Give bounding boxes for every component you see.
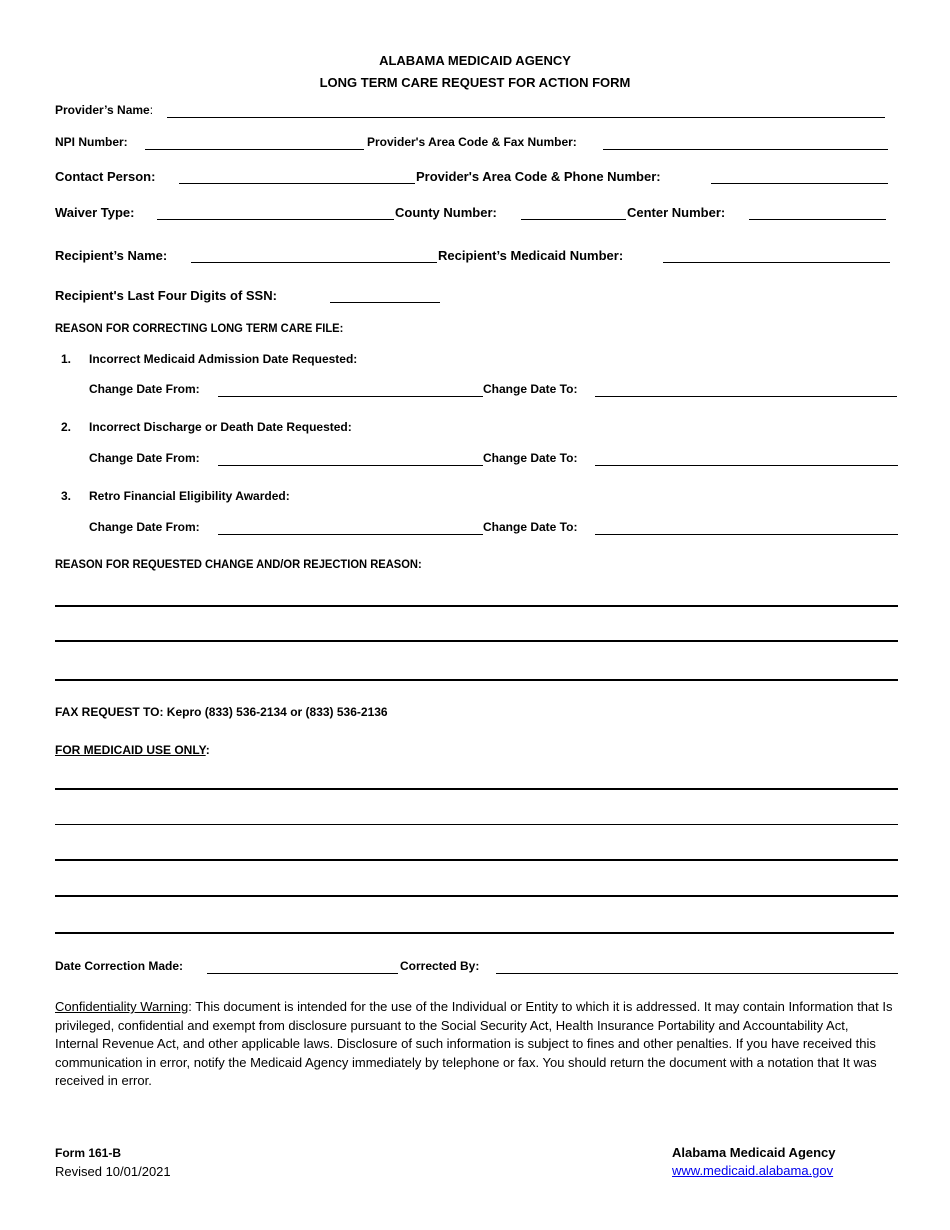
date-correction-made-input[interactable] [207, 959, 398, 974]
recipient-ssn-input[interactable] [330, 288, 440, 303]
item-2-from-input[interactable] [218, 451, 483, 466]
rejection-heading: REASON FOR REQUESTED CHANGE AND/OR REJECTION REASON: [55, 557, 422, 571]
item-1-to-label: Change Date To: [483, 382, 578, 396]
item-3-from-label: Change Date From: [89, 520, 200, 534]
medicaid-use-line-5[interactable] [55, 932, 894, 934]
item-2-to-input[interactable] [595, 451, 898, 466]
provider-phone-input[interactable] [711, 169, 888, 184]
rejection-line-3[interactable] [55, 679, 898, 681]
county-number-label: County Number: [395, 205, 497, 220]
item-3-label: Retro Financial Eligibility Awarded: [89, 489, 290, 503]
center-number-input[interactable] [749, 205, 886, 220]
item-1-from-label: Change Date From: [89, 382, 200, 396]
item-1-label: Incorrect Medicaid Admission Date Requested: [89, 352, 358, 366]
item-3-to-input[interactable] [595, 520, 898, 535]
medicaid-use-line-1[interactable] [55, 788, 898, 790]
recipient-ssn-label: Recipient's Last Four Digits of SSN: [55, 288, 277, 303]
contact-person-input[interactable] [179, 169, 415, 184]
waiver-type-label: Waiver Type: [55, 205, 135, 220]
county-number-input[interactable] [521, 205, 626, 220]
recipient-name-label: Recipient’s Name: [55, 248, 168, 263]
item-2-from-label: Change Date From: [89, 451, 200, 465]
correction-section-heading: REASON FOR CORRECTING LONG TERM CARE FILE: [55, 321, 344, 335]
recipient-name-input[interactable] [191, 248, 437, 263]
medicaid-use-line-2[interactable] [55, 824, 898, 825]
item-2-number: 2. [61, 420, 72, 434]
waiver-type-input[interactable] [157, 205, 394, 220]
form-title: LONG TERM CARE REQUEST FOR ACTION FORM [319, 75, 631, 90]
recipient-medicaid-number-label: Recipient’s Medicaid Number: [438, 248, 624, 263]
provider-fax-input[interactable] [603, 135, 888, 150]
providers-name-input[interactable] [167, 103, 885, 118]
form-number: Form 161-B [55, 1146, 122, 1160]
corrected-by-label: Corrected By: [400, 959, 480, 973]
item-3-to-label: Change Date To: [483, 520, 578, 534]
provider-fax-label: Provider's Area Code & Fax Number: [367, 135, 577, 149]
agency-website-link[interactable]: www.medicaid.alabama.gov [672, 1163, 834, 1178]
date-correction-made-label: Date Correction Made: [55, 959, 184, 973]
recipient-medicaid-number-input[interactable] [663, 248, 890, 263]
rejection-line-2[interactable] [55, 640, 898, 642]
provider-phone-label: Provider's Area Code & Phone Number: [416, 169, 661, 184]
contact-person-label: Contact Person: [55, 169, 156, 184]
providers-name-label: Provider’s Name: [55, 103, 154, 117]
fax-request: FAX REQUEST TO: Kepro (833) 536-2134 or (833) 536-2136 [55, 705, 388, 719]
corrected-by-input[interactable] [496, 959, 898, 974]
confidentiality-warning [55, 998, 895, 1091]
npi-number-label: NPI Number: [55, 135, 128, 149]
revised-date: Revised 10/01/2021 [55, 1164, 171, 1179]
item-1-number: 1. [61, 352, 72, 366]
item-1-to-input[interactable] [595, 382, 897, 397]
item-2-to-label: Change Date To: [483, 451, 578, 465]
npi-number-input[interactable] [145, 135, 364, 150]
item-3-number: 3. [61, 489, 72, 503]
rejection-line-1[interactable] [55, 605, 898, 607]
footer-agency: Alabama Medicaid Agency [672, 1145, 836, 1160]
center-number-label: Center Number: [627, 205, 726, 220]
medicaid-use-label: FOR MEDICAID USE ONLY: [55, 743, 210, 757]
medicaid-use-line-4[interactable] [55, 895, 898, 897]
agency-title: ALABAMA MEDICAID AGENCY [379, 53, 571, 68]
item-3-from-input[interactable] [218, 520, 483, 535]
item-1-from-input[interactable] [218, 382, 483, 397]
item-2-label: Incorrect Discharge or Death Date Requested: [89, 420, 352, 434]
confidentiality-warning-text: : This document is intended for the use of the Individual or Entity to which it is addressed. It may contain Information that Is privileged, confidential and exempt from disclosure pursuant to the Social Security Act, Health Insurance Portability and Accountability Act, Internal Revenue Act, and other applicable laws. Disclosure of such information is subject to fines and other penalties. If you have received this communication in error, notify the Medicaid Agency immediately by telephone or fax. You should return the document with a notation that It was received in error. [55, 999, 893, 1088]
medicaid-use-line-3[interactable] [55, 859, 898, 861]
confidentiality-warning-label: Confidentiality Warning [55, 999, 189, 1014]
